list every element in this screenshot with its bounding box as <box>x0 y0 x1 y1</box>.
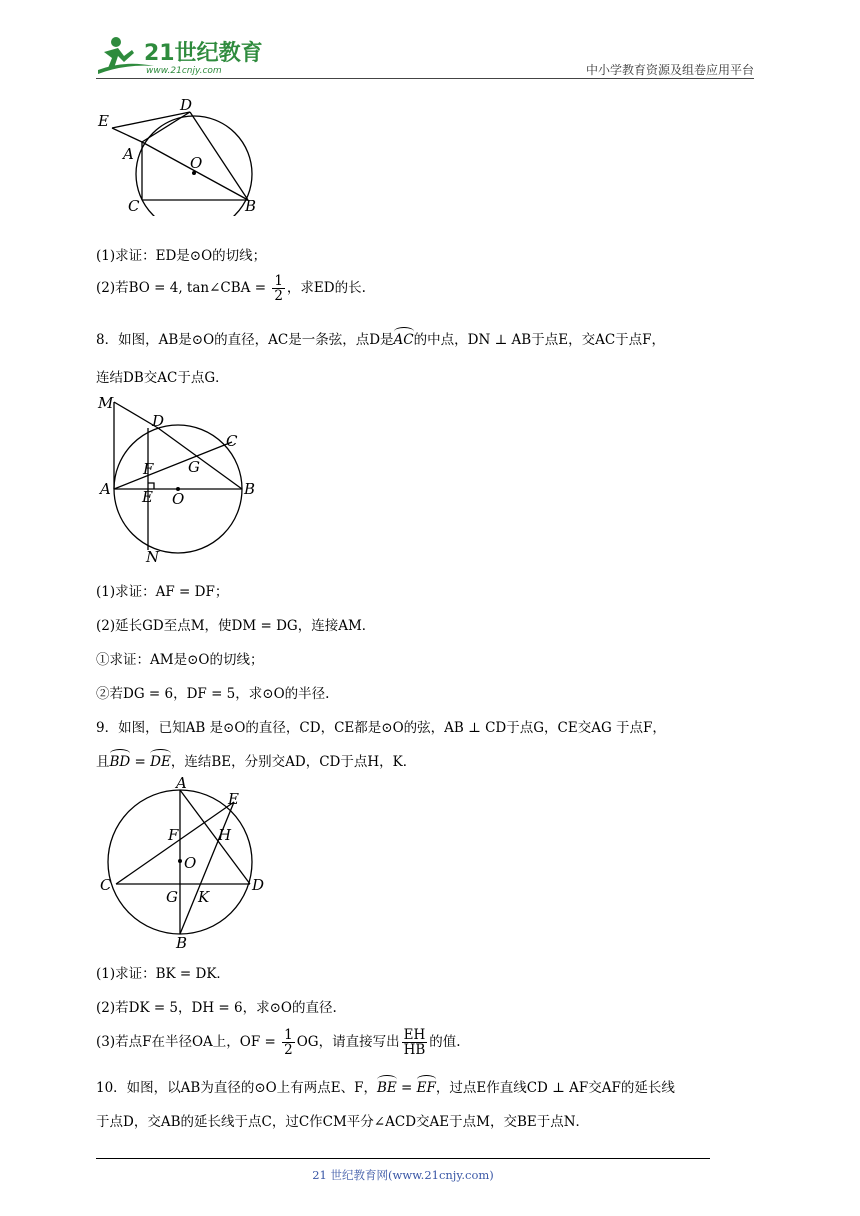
q10-line1: 10．如图，以AB为直径的⊙O上有两点E、F，BE = EF，过点E作直线CD ⊥ AF交AF的延长线 <box>96 1080 675 1096</box>
q8-label-m: M <box>98 394 114 412</box>
q9-label-g: G <box>166 888 178 906</box>
q8-part1: (1)求证：AF = DF； <box>96 584 229 600</box>
q7-part2: (2)若BO = 4, tan∠CBA = $\frac{1}{2}$ ，求ED的长. <box>96 273 366 304</box>
q8-label-o: O <box>172 490 185 508</box>
q9-label-f: F <box>168 826 179 844</box>
q9-part2: (2)若DK = 5，DH = 6，求⊙O的直径. <box>96 1000 337 1016</box>
q9-label-e: E <box>228 790 239 808</box>
q8-stem-line1: 8．如图，AB是⊙O的直径，AC是一条弦，点D是AC的中点，DN ⊥ AB于点E，交AC于点F， <box>96 332 666 348</box>
q10-line2: 于点D，交AB的延长线于点C，过C作CM平分∠ACD交AE于点M，交BE于点N． <box>96 1114 590 1130</box>
q9-label-h: H <box>218 826 232 844</box>
q9-label-k: K <box>198 888 210 906</box>
q8-label-b: B <box>244 480 256 498</box>
q9-stem-line1: 9．如图，已知AB 是⊙O的直径，CD，CE都是⊙O的弦，AB ⊥ CD于点G，CE交AG 于点F， <box>96 720 666 736</box>
header-divider <box>96 78 754 79</box>
q8-part2: (2)延长GD至点M，使DM = DG，连接AM． <box>96 618 376 634</box>
q8-label-d: D <box>152 412 165 430</box>
q8-label-n: N <box>146 548 160 566</box>
q8-label-a: A <box>100 480 111 498</box>
header-platform-name: 中小学教育资源及组卷应用平台 <box>585 63 754 77</box>
q9-label-o: O <box>184 854 197 872</box>
q7-part1: (1)求证：ED是⊙O的切线； <box>96 248 267 264</box>
footer-divider <box>96 1158 710 1159</box>
q7-label-c: C <box>128 197 140 215</box>
q9-label-d: D <box>252 876 265 894</box>
q8-label-e: E <box>142 488 153 506</box>
q7-label-d: D <box>180 96 193 114</box>
q9-figure <box>96 774 276 950</box>
q8-stem-line2: 连结DB交AC于点G． <box>96 370 229 386</box>
q9-label-c: C <box>100 876 112 894</box>
q8-label-c: C <box>226 432 238 450</box>
logo-title: 21世纪教育 <box>144 41 263 66</box>
q8-sub2: ②若DG = 6，DF = 5，求⊙O的半径. <box>96 686 330 702</box>
q7-label-a: A <box>123 145 134 163</box>
q8-sub1: ①求证：AM是⊙O的切线； <box>96 652 264 668</box>
q7-label-e: E <box>98 112 109 130</box>
q9-label-b: B <box>176 934 188 950</box>
q9-label-a: A <box>176 774 187 792</box>
q7-label-o: O <box>190 154 203 172</box>
logo-url: www.21cnjy.com <box>146 66 222 76</box>
footer-text[interactable]: 21 世纪教育网(www.21cnjy.com) <box>312 1168 494 1182</box>
site-logo <box>94 34 264 82</box>
q7-figure <box>90 96 270 216</box>
q9-part3: (3)若点F在半径OA上，OF = $\frac{1}{2}$ OG，请直接写出 $\frac{EH}{HB}$ 的值. <box>96 1027 461 1058</box>
q8-label-f: F <box>143 460 154 478</box>
q9-part1: (1)求证：BK = DK． <box>96 966 230 982</box>
q8-label-g: G <box>188 458 200 476</box>
q8-figure <box>96 392 272 568</box>
q7-label-b: B <box>245 197 257 215</box>
q9-stem-line2: 且BD = DE，连结BE，分别交AD，CD于点H，K． <box>96 754 417 770</box>
